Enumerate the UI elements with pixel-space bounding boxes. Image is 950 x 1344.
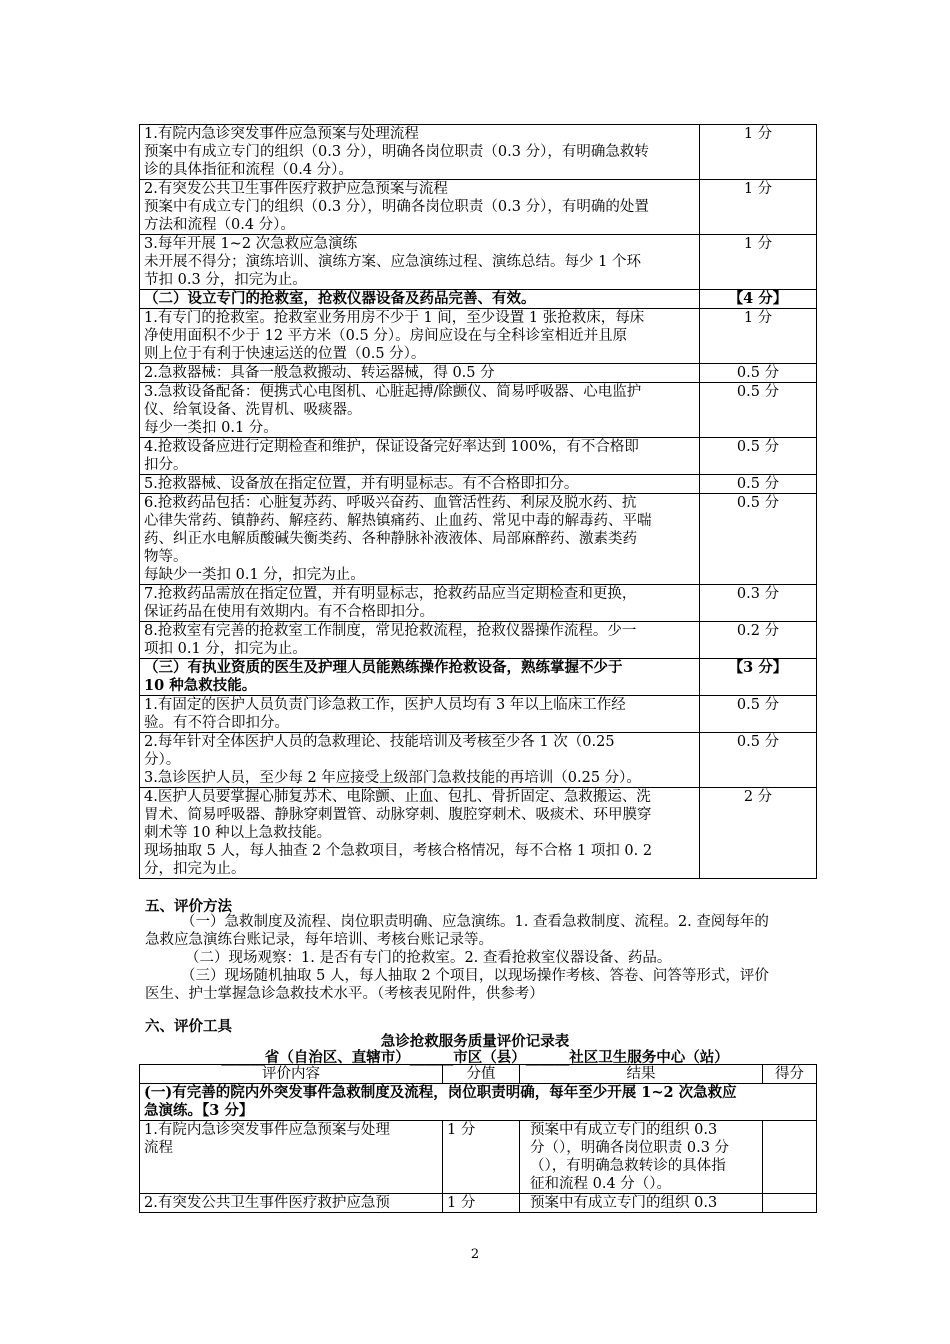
section-5-body [145, 913, 813, 1003]
section-6-title: 六、评价工具 [145, 1018, 232, 1035]
criteria-text [140, 788, 700, 879]
criteria-text [140, 659, 700, 696]
record-points[interactable] [763, 1194, 817, 1213]
record-points[interactable] [763, 1121, 817, 1194]
record-result-line: （），有明确急救转诊的具体指 [530, 1158, 726, 1174]
criteria-score: 0.5 分 [700, 383, 817, 438]
criteria-score: 0.3 分 [700, 585, 817, 622]
criteria-line: 1.有固定的医护人员负责门诊急救工作，医护人员均有 3 年以上临床工作经 [144, 697, 626, 713]
criteria-score: 【3 分】 [700, 659, 817, 696]
criteria-line: 分，扣完为止。 [144, 861, 246, 877]
criteria-score: 【4 分】 [700, 290, 817, 309]
criteria-section-row [140, 659, 817, 696]
criteria-line: 诊的具体指征和流程（0.4 分）。 [144, 162, 353, 178]
criteria-line: 6.抢救药品包括：心脏复苏药、呼吸兴奋药、血管活性药、利尿及脱水药、抗 [144, 495, 637, 511]
criteria-line: 扣分。 [144, 457, 188, 473]
criteria-score: 0.5 分 [700, 475, 817, 494]
criteria-score: 0.2 分 [700, 622, 817, 659]
record-row [140, 1121, 817, 1194]
criteria-line: 方法和流程（0.4 分）。 [144, 217, 295, 233]
criteria-line: 4.医护人员要掌握心肺复苏术、电除颤、止血、包扎、骨折固定、急救搬运、洗 [144, 789, 651, 805]
record-score: 1 分 [443, 1194, 520, 1213]
criteria-text [140, 180, 700, 235]
criteria-text [140, 622, 700, 659]
method-3-line-b: 医生、护士掌握急诊急救技术水平。（考核表见附件，供参考） [145, 986, 544, 1002]
criteria-score: 0.5 分 [700, 364, 817, 383]
record-section-cell [140, 1084, 817, 1121]
criteria-row [140, 180, 817, 235]
record-table [139, 1064, 817, 1213]
criteria-line: 保证药品在使用有效期内。有不合格即扣分。 [144, 604, 434, 620]
criteria-line: 1.有院内急诊突发事件应急预案与处理流程 [144, 126, 419, 142]
criteria-score: 1 分 [700, 125, 817, 180]
criteria-row [140, 475, 817, 494]
form-subtitle: ______省（自治区、直辖市）______市区（县）______社区卫生服务中心（站） [221, 1049, 729, 1066]
criteria-table [139, 124, 817, 879]
criteria-text [140, 383, 700, 438]
criteria-line: 2.每年针对全体医护人员的急救理论、技能培训及考核至少各 1 次（0.25 [144, 734, 615, 750]
method-1-line-a: （一）急救制度及流程、岗位职责明确、应急演练。1. 查看急救制度、流程。2. 查阅每年的 [181, 914, 769, 930]
criteria-text [140, 364, 700, 383]
criteria-text [140, 494, 700, 585]
criteria-score: 0.5 分 [700, 438, 817, 475]
criteria-line: 3.急救设备配备：便携式心电图机、心脏起搏/除颤仪、简易呼吸器、心电监护 [144, 384, 642, 400]
criteria-line: 分）。 [144, 752, 181, 768]
criteria-line: 验。有不符合即扣分。 [144, 715, 289, 731]
criteria-line: 每少一类扣 0.1 分。 [144, 420, 278, 436]
criteria-row [140, 585, 817, 622]
criteria-score: 0.5 分 [700, 494, 817, 585]
criteria-score: 1 分 [700, 309, 817, 364]
criteria-score: 0.5 分 [700, 733, 817, 788]
criteria-line: 预案中有成立专门的组织（0.3 分），明确各岗位职责（0.3 分），有明确急救转 [144, 144, 649, 160]
criteria-section-row [140, 290, 817, 309]
criteria-row [140, 364, 817, 383]
criteria-line: 刺术等 10 种以上急救技能。 [144, 825, 332, 841]
record-result [520, 1194, 763, 1213]
criteria-row [140, 494, 817, 585]
criteria-score: 1 分 [700, 235, 817, 290]
method-1-line-b: 急救应急演练台账记录，每年培训、考核台账记录等。 [145, 932, 493, 948]
record-section-line: 急演练。【3 分】 [144, 1102, 254, 1119]
criteria-line: 每缺少一类扣 0.1 分，扣完为止。 [144, 567, 365, 583]
criteria-text [140, 235, 700, 290]
criteria-row [140, 438, 817, 475]
criteria-line: 净使用面积不少于 12 平方米（0.5 分）。房间应设在与全科诊室相近并且原 [144, 328, 628, 344]
criteria-line: 3.每年开展 1~2 次急救应急演练 [144, 236, 358, 252]
criteria-row [140, 309, 817, 364]
record-result-line: 分（），明确各岗位职责 0.3 分 [530, 1140, 730, 1156]
method-2: （二）现场观察：1. 是否有专门的抢救室。2. 查看抢救室仪器设备、药品。 [185, 950, 672, 966]
criteria-line: 1.有专门的抢救室。抢救室业务用房不少于 1 间，至少设置 1 张抢救床，每床 [144, 310, 645, 326]
form-title: 急诊抢救服务质量评价记录表 [380, 1033, 570, 1050]
criteria-line: 未开展不得分；演练培训、演练方案、应急演练过程、演练总结。每少 1 个环 [144, 254, 641, 270]
record-section-row [140, 1084, 817, 1121]
criteria-line: 5.抢救器械、设备放在指定位置，并有明显标志。有不合格即扣分。 [144, 476, 579, 492]
criteria-line: 药、纠正水电解质酸碱失衡类药、各种静脉补液液体、局部麻醉药、激素类药 [144, 531, 637, 547]
record-content-line: 2.有突发公共卫生事件医疗救护应急预 [144, 1195, 390, 1211]
header-result: 结果 [520, 1065, 763, 1084]
criteria-row [140, 235, 817, 290]
criteria-line: 项扣 0.1 分，扣完为止。 [144, 641, 307, 657]
record-content [140, 1194, 443, 1213]
record-result-line: 预案中有成立专门的组织 0.3 [530, 1122, 718, 1138]
criteria-text [140, 290, 700, 309]
record-result-line: 征和流程 0.4 分（）。 [530, 1176, 672, 1192]
criteria-line: 胃术、简易呼吸器、静脉穿刺置管、动脉穿刺、腹腔穿刺术、吸痰术、环甲膜穿 [144, 807, 652, 823]
criteria-line: 3.急诊医护人员，至少每 2 年应接受上级部门急救技能的再培训（0.25 分）。 [144, 770, 641, 786]
header-points: 得分 [763, 1065, 817, 1084]
criteria-score: 0.5 分 [700, 696, 817, 733]
record-content-line: 1.有院内急诊突发事件应急预案与处理 [144, 1122, 390, 1138]
method-3-line-a: （三）现场随机抽取 5 人，每人抽取 2 个项目，以现场操作考核、答卷、问答等形式，评价 [181, 968, 769, 984]
section-5-title: 五、评价方法 [145, 898, 232, 915]
criteria-line: 2.有突发公共卫生事件医疗救护应急预案与流程 [144, 181, 448, 197]
criteria-row [140, 696, 817, 733]
criteria-text [140, 438, 700, 475]
criteria-row [140, 733, 817, 788]
criteria-line: 现场抽取 5 人，每人抽查 2 个急救项目，考核合格情况，每不合格 1 项扣 0. 2 [144, 843, 653, 859]
record-table-header [140, 1065, 817, 1084]
page-number: 2 [470, 1247, 480, 1262]
criteria-line: 预案中有成立专门的组织（0.3 分），明确各岗位职责（0.3 分），有明确的处置 [144, 199, 649, 215]
criteria-line: 则上位于有利于快速运送的位置（0.5 分）。 [144, 346, 426, 362]
criteria-line: 物等。 [144, 549, 188, 565]
criteria-line: 心律失常药、镇静药、解痉药、解热镇痛药、止血药、常见中毒的解毒药、平喘 [144, 513, 652, 529]
criteria-line: 2.急救器械：具备一般急救搬动、转运器械，得 0.5 分 [144, 365, 495, 381]
record-content-line: 流程 [144, 1140, 173, 1156]
header-content: 评价内容 [140, 1065, 443, 1084]
header-score: 分值 [443, 1065, 520, 1084]
record-score: 1 分 [443, 1121, 520, 1194]
criteria-line: （三）有执业资质的医生及护理人员能熟练操作抢救设备，熟练掌握不少于 [144, 659, 623, 676]
criteria-line: 4.抢救设备应进行定期检查和维护，保证设备完好率达到 100%，有不合格即 [144, 439, 639, 455]
criteria-row [140, 788, 817, 879]
criteria-line: 8.抢救室有完善的抢救室工作制度，常见抢救流程，抢救仪器操作流程。少一 [144, 623, 637, 639]
criteria-score: 2 分 [700, 788, 817, 879]
criteria-line: 节扣 0.3 分，扣完为止。 [144, 272, 307, 288]
criteria-line: 10 种急救技能。 [144, 677, 257, 694]
record-result-line: 预案中有成立专门的组织 0.3 [530, 1195, 718, 1211]
criteria-text [140, 475, 700, 494]
criteria-line: 仪、给氧设备、洗胃机、吸痰器。 [144, 402, 362, 418]
criteria-line: （二）设立专门的抢救室，抢救仪器设备及药品完善、有效。 [144, 290, 536, 307]
criteria-text [140, 125, 700, 180]
criteria-score: 1 分 [700, 180, 817, 235]
record-section-line: (一)有完善的院内外突发事件急救制度及流程，岗位职责明确，每年至少开展 1~2 次急救应 [144, 1084, 737, 1101]
record-result [520, 1121, 763, 1194]
criteria-text [140, 309, 700, 364]
criteria-text [140, 733, 700, 788]
criteria-text [140, 696, 700, 733]
criteria-text [140, 585, 700, 622]
criteria-row [140, 383, 817, 438]
criteria-row [140, 125, 817, 180]
record-content [140, 1121, 443, 1194]
criteria-row [140, 622, 817, 659]
criteria-line: 7.抢救药品需放在指定位置，并有明显标志，抢救药品应当定期检查和更换， [144, 586, 637, 602]
record-row [140, 1194, 817, 1213]
